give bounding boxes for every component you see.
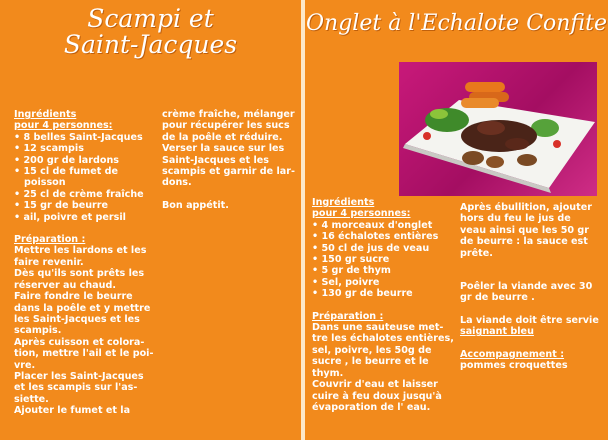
ingredient-item: • Sel, poivre xyxy=(312,277,454,288)
ingredient-item: • 50 cl de jus de veau xyxy=(312,243,454,254)
preparation-line: les Saint-Jacques et les xyxy=(14,313,140,325)
servings-heading: pour 4 personnes: xyxy=(14,120,113,132)
preparation-line: siette. xyxy=(14,393,49,405)
steak-piece xyxy=(505,138,529,150)
preparation-heading: Préparation : xyxy=(14,234,86,246)
shallot xyxy=(462,151,484,165)
doneness-text: saignant bleu xyxy=(460,326,534,338)
ingredient-item: • 5 gr de thym xyxy=(312,265,454,276)
preparation-line: Placer les Saint-Jacques xyxy=(14,370,144,382)
recipe-panel-scampi xyxy=(0,0,301,440)
preparation-line: réserver au chaud. xyxy=(14,279,116,291)
ingredient-item: • 15 cl de fumet de xyxy=(14,166,153,177)
ingredient-item: • 200 gr de lardons xyxy=(14,155,153,166)
preparation-line: Ajouter le fumet et la xyxy=(14,405,131,417)
title-line-2: Saint-Jacques xyxy=(63,30,238,60)
salad-leaf xyxy=(430,109,448,119)
preparation-line: Couvrir d'eau et laisser xyxy=(312,379,438,391)
preparation-line: dans la poêle et y mettre xyxy=(14,302,151,314)
ingredient-item: • 130 gr de beurre xyxy=(312,288,454,299)
preparation-line: sucre , le beurre et le xyxy=(312,356,429,368)
recipe-title: Onglet à l'Echalote Confite xyxy=(306,11,607,36)
preparation-line: de la poêle et réduire. xyxy=(162,131,283,143)
left-column-1 xyxy=(14,109,153,417)
preparation-line: hors du feu le jus de xyxy=(460,213,571,225)
side-dish-heading: Accompagnement : xyxy=(460,348,565,360)
right-column-1 xyxy=(312,197,454,413)
preparation-line: Dans une sauteuse met- xyxy=(312,322,444,334)
preparation-line: thym. xyxy=(312,367,344,379)
preparation-line: évaporation de l' eau. xyxy=(312,401,431,413)
preparation-line: Verser la sauce sur les xyxy=(162,143,285,155)
preparation-heading: Préparation : xyxy=(312,310,384,322)
ingredient-item: • 150 gr sucre xyxy=(312,254,454,265)
ingredients-heading: Ingrédients xyxy=(312,197,375,208)
preparation-line: La viande doit être servie xyxy=(460,314,599,326)
shallot xyxy=(517,154,537,166)
preparation-line: et les scampis sur l'as- xyxy=(14,382,138,394)
right-column-2 xyxy=(460,202,599,371)
closing-line: Bon appétit. xyxy=(162,199,229,211)
ingredient-item: • 16 échalotes entières xyxy=(312,231,454,242)
preparation-line: faire revenir. xyxy=(14,256,84,268)
preparation-line: Mettre les lardons et les xyxy=(14,245,147,257)
preparation-line: gr de beurre . xyxy=(460,292,535,304)
servings-heading: pour 4 personnes: xyxy=(312,208,411,220)
preparation-line: Poêler la viande avec 30 xyxy=(460,281,593,293)
ingredient-item: • 25 cl de crème fraîche xyxy=(14,189,153,200)
preparation-line: dons. xyxy=(162,177,192,189)
preparation-line: Saint-Jacques et les xyxy=(162,154,269,166)
croquette xyxy=(461,98,499,108)
dish-illustration xyxy=(399,62,597,196)
ingredient-item: poisson xyxy=(24,177,66,189)
preparation-line: veau ainsi que les 50 gr xyxy=(460,224,590,236)
preparation-line: tre les échalotes entières, xyxy=(312,333,454,345)
preparation-line: Faire fondre le beurre xyxy=(14,291,133,303)
tomato xyxy=(423,132,431,140)
preparation-line: vre. xyxy=(14,359,36,371)
ingredient-item: • 8 belles Saint-Jacques xyxy=(14,132,153,143)
ingredient-item: • 4 morceaux d'onglet xyxy=(312,220,454,231)
ingredient-item: • 12 scampis xyxy=(14,143,153,154)
preparation-line: cuire à feu doux jusqu'à xyxy=(312,390,442,402)
preparation-line: tion, mettre l'ail et le poi- xyxy=(14,348,154,360)
preparation-line: sel, poivre, les 50g de xyxy=(312,344,432,356)
shallot xyxy=(486,156,504,168)
ingredient-item: • ail, poivre et persil xyxy=(14,212,153,223)
preparation-line: crème fraîche, mélanger xyxy=(162,109,295,120)
preparation-line: prête. xyxy=(460,247,493,259)
preparation-line: Après cuisson et colora- xyxy=(14,336,145,348)
preparation-line: de beurre : la sauce est xyxy=(460,236,588,248)
recipe-title xyxy=(0,6,301,59)
preparation-line: pour récupérer les sucs xyxy=(162,120,290,132)
ingredients-heading: Ingrédients xyxy=(14,109,77,120)
preparation-line: Dès qu'ils sont prêts les xyxy=(14,268,145,280)
steak-piece xyxy=(477,121,505,135)
title-line-1: Scampi et xyxy=(87,4,214,33)
tomato xyxy=(553,140,561,148)
side-dish-text: pommes croquettes xyxy=(460,360,568,372)
preparation-line: scampis et garnir de lar- xyxy=(162,166,295,178)
dish-photo xyxy=(399,62,597,196)
preparation-line: scampis. xyxy=(14,325,62,337)
left-column-2 xyxy=(162,109,295,211)
ingredient-item: • 15 gr de beurre xyxy=(14,200,153,211)
croquette xyxy=(465,82,505,92)
preparation-line: Après ébullition, ajouter xyxy=(460,202,592,213)
